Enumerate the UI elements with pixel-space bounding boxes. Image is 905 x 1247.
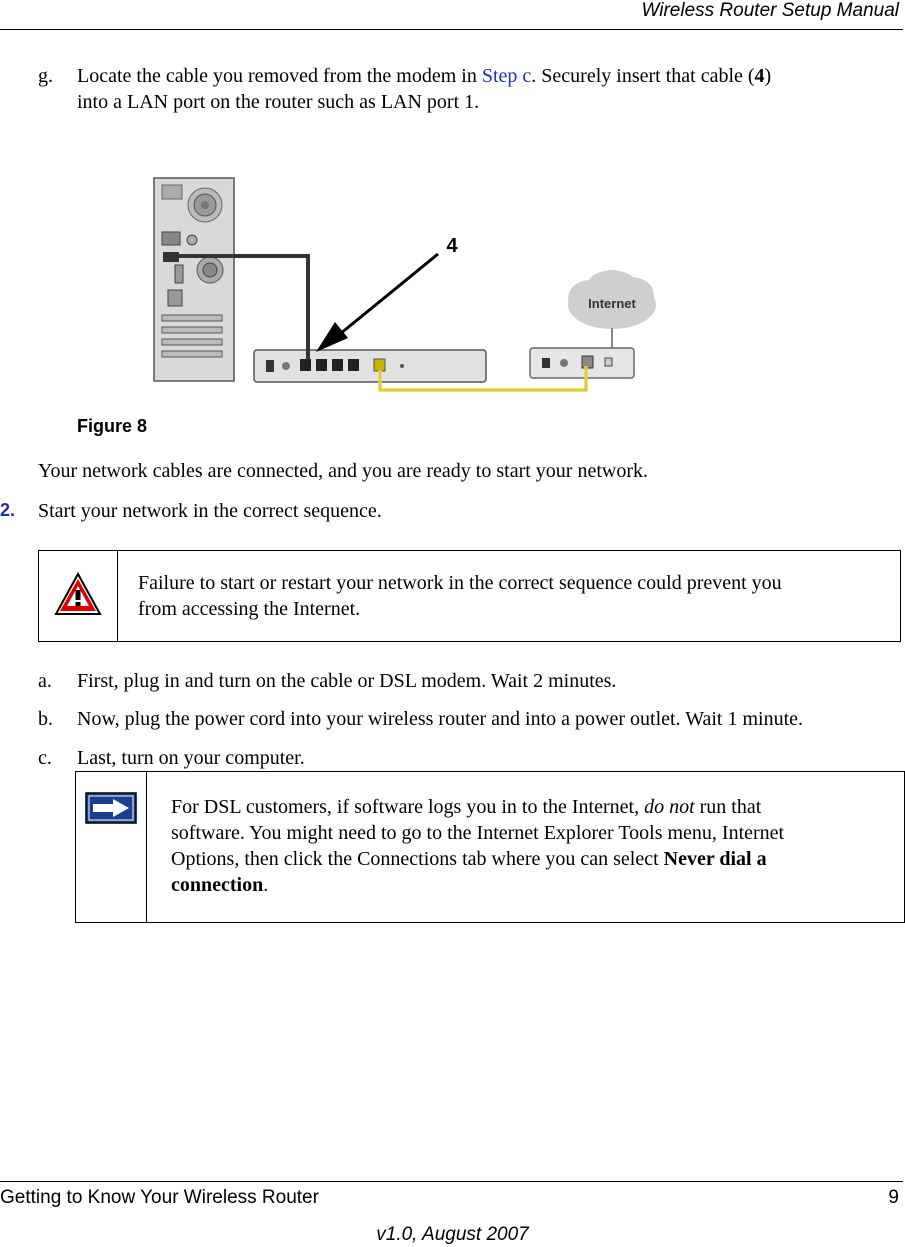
- substep-a-letter: a.: [38, 670, 52, 692]
- step-g-line2: into a LAN port on the router such as LAN port 1.: [77, 91, 480, 113]
- step-g-letter: g.: [38, 65, 53, 87]
- warning-text: [118, 551, 901, 642]
- network-cabling-illustration: [150, 170, 670, 395]
- note-line-3-bold: Never dial a: [663, 848, 767, 870]
- note-emphasis: do not: [644, 796, 695, 818]
- warning-line-1: Failure to start or restart your network in the correct sequence could prevent you: [138, 572, 782, 594]
- cloud-label: Internet: [588, 296, 636, 311]
- callout-number: 4: [446, 235, 458, 257]
- header-rule: [0, 29, 903, 30]
- cable-number: 4: [754, 65, 765, 87]
- warning-triangle-icon: [53, 571, 103, 617]
- note-line-4-bold: connection: [171, 874, 264, 896]
- warning-line-2: from accessing the Internet.: [138, 598, 361, 620]
- network-figure: [150, 170, 670, 400]
- note-line-1-after: run that: [694, 796, 762, 818]
- running-header: Wireless Router Setup Manual: [641, 0, 899, 21]
- note-text: [147, 772, 905, 923]
- note-line-1-before: For DSL customers, if software logs you in to the Internet,: [171, 796, 645, 818]
- note-box: [75, 771, 905, 923]
- substep-c-text: Last, turn on your computer.: [77, 747, 305, 769]
- note-line-3-before: Options, then click the Connections tab where you can select: [171, 848, 664, 870]
- version-line: v1.0, August 2007: [376, 1224, 529, 1245]
- warning-box: [38, 550, 901, 642]
- step-2-text: Start your network in the correct sequence.: [38, 500, 382, 522]
- note-line-2: software. You might need to go to the Internet Explorer Tools menu, Internet: [171, 822, 785, 844]
- substep-b-text: Now, plug the power cord into your wireless router and into a power outlet. Wait 1 minute.: [77, 708, 804, 730]
- substep-a-text: First, plug in and turn on the cable or DSL modem. Wait 2 minutes.: [77, 670, 617, 692]
- router: [254, 350, 486, 382]
- note-icon-cell: [76, 772, 147, 923]
- footer-chapter-title: Getting to Know Your Wireless Router: [0, 1187, 319, 1208]
- figure-caption: Figure 8: [77, 416, 148, 436]
- internet-cloud: [568, 270, 656, 329]
- step-2-number: 2.: [0, 500, 16, 520]
- step-g-text: [77, 63, 892, 115]
- page-number: 9: [888, 1187, 899, 1208]
- note-line-4-after: .: [263, 874, 269, 896]
- warning-icon-cell: [39, 551, 118, 642]
- step-c-link[interactable]: Step c: [481, 65, 532, 87]
- step-g-text-mid: . Securely insert that cable (: [531, 65, 755, 87]
- substep-c-letter: c.: [38, 747, 52, 769]
- modem: [530, 348, 634, 378]
- substep-b-letter: b.: [38, 708, 53, 730]
- step-g-text-before: Locate the cable you removed from the modem in: [77, 65, 482, 87]
- step-g-text-after: ): [764, 65, 772, 87]
- right-arrow-icon: [85, 792, 137, 824]
- footer-rule: [0, 1181, 903, 1182]
- connected-paragraph: Your network cables are connected, and you are ready to start your network.: [38, 460, 648, 482]
